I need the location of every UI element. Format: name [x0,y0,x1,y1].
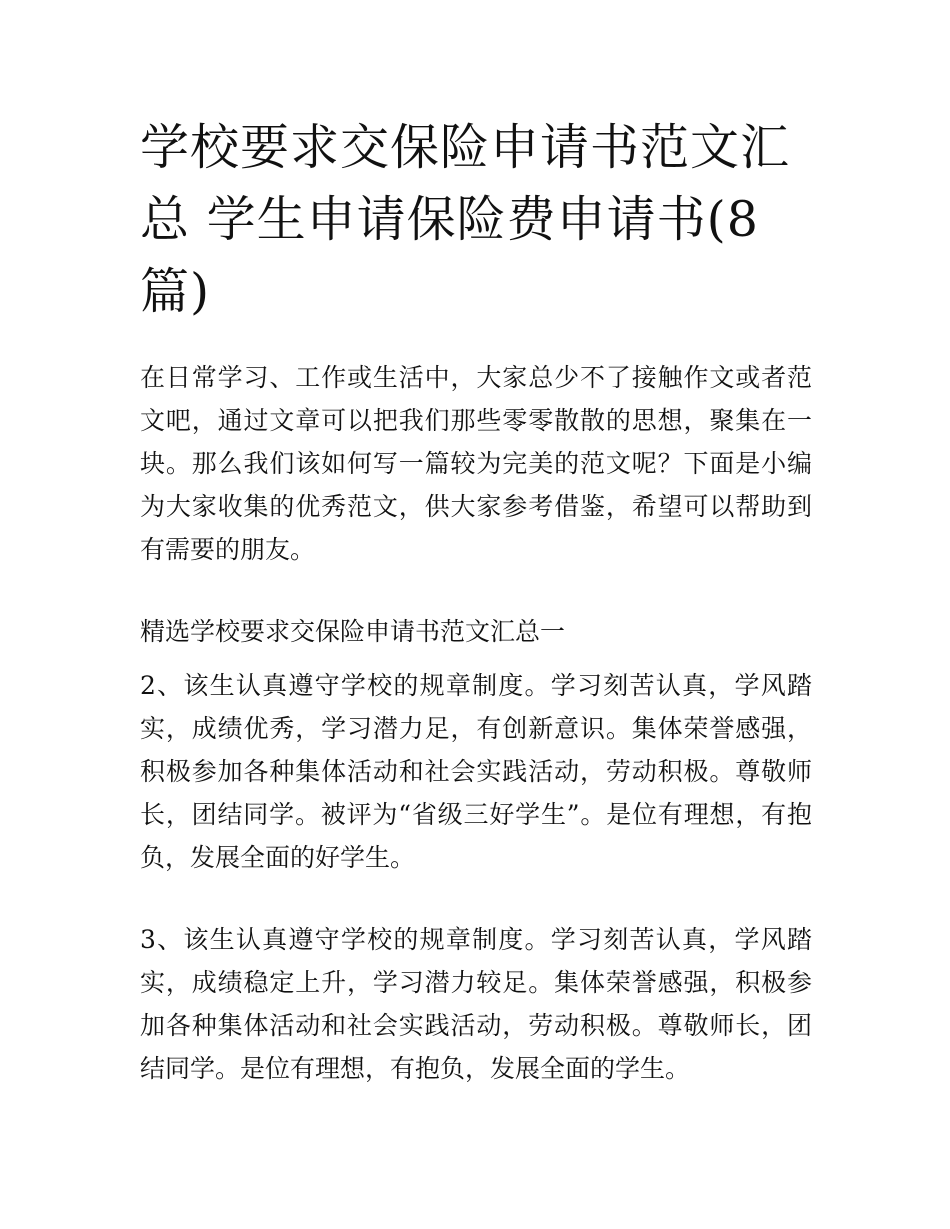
document-page [140,0,812,1229]
document-title: 学校要求交保险申请书范文汇总 学生申请保险费申请书(8篇) [140,119,791,320]
paragraph-item-3: 3、该生认真遵守学校的规章制度。学习刻苦认真，学风踏实，成绩稳定上升，学习潜力较足。集体荣誉感强，积极参加各种集体活动和社会实践活动，劳动积极。尊敬师长，团结同学。是位有理想，有抱负，发展全面的学生。 [140,925,812,1083]
paragraph-item-2: 2、该生认真遵守学校的规章制度。学习刻苦认真，学风踏实，成绩优秀，学习潜力足，有创新意识。集体荣誉感强，积极参加各种集体活动和社会实践活动，劳动积极。尊敬师长，团结同学。被评为“省级三好学生”。是位有理想，有抱负，发展全面的好学生。 [140,671,812,872]
intro-paragraph: 在日常学习、工作或生活中，大家总少不了接触作文或者范文吧，通过文章可以把我们那些零零散散的思想，聚集在一块。那么我们该如何写一篇较为完美的范文呢？下面是小编为大家收集的优秀范文，供大家参考借鉴，希望可以帮助到有需要的朋友。 [140,363,812,564]
section-heading: 精选学校要求交保险申请书范文汇总一 [140,617,566,646]
